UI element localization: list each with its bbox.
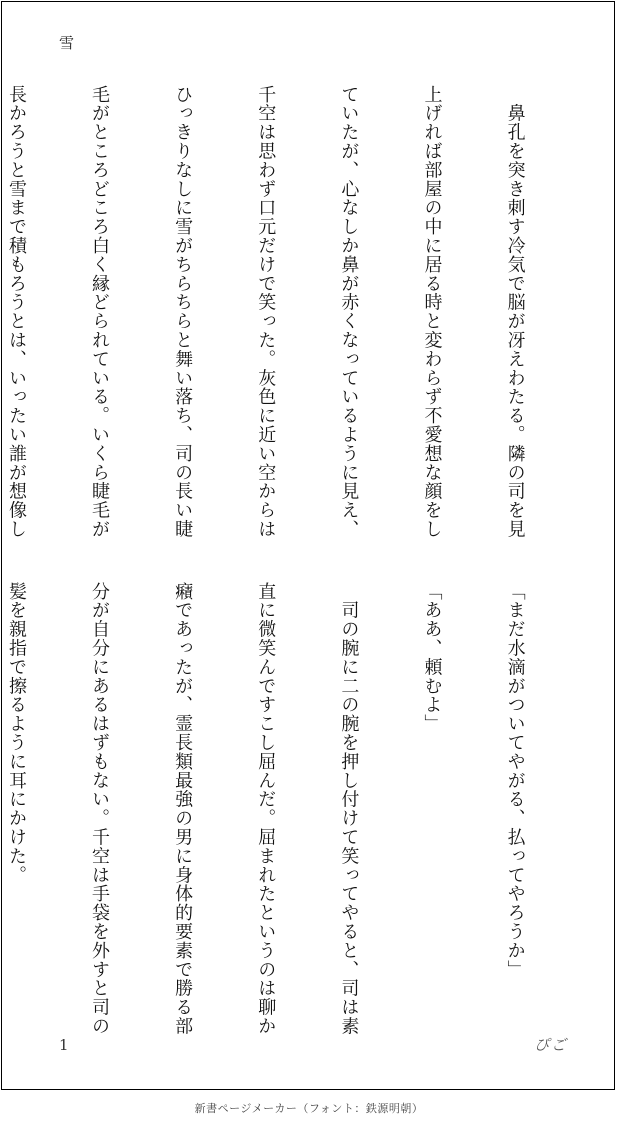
text-line: 上げれば部屋の中に居る時と変わらず不愛想な顔をし (421, 85, 443, 539)
text-line: 髪を親指で擦るように耳にかけた。 (5, 582, 27, 885)
text-line: 直に微笑んですこし屈んだ。屈まれたというのは聊か (255, 582, 277, 1036)
text-line: 毛がところどころ白く縁どられている。いくら睫毛が (89, 85, 111, 539)
text-line: 癪であったが、霊長類最強の男に身体的要素で勝る部 (172, 582, 194, 1036)
page-number: 1 (59, 1036, 69, 1054)
author-name: ぴご (534, 1036, 569, 1054)
text-column-upper (5, 85, 584, 539)
text-line: ひっきりなしに雪がちらちらと舞い落ち、司の長い睫 (172, 85, 194, 539)
generator-caption: 新書ページメーカー（フォント：鉄源明朝） (194, 1102, 424, 1115)
text-line: 「まだ水滴がついてやがる、払ってやろうか」 (504, 582, 526, 979)
text-line: 長かろうと雪まで積もろうとは、いったい誰が想像し (5, 85, 27, 539)
running-title: 雪 (59, 34, 75, 52)
text-column-lower (5, 582, 584, 1036)
text-line: 司の腕に二の腕を押し付けて笑ってやると、司は素 (338, 582, 360, 1036)
text-line: 分が自分にあるはずもない。千空は手袋を外すと司の (89, 582, 111, 1036)
text-line: ていたが、心なしか鼻が赤くなっているように見え、 (338, 85, 360, 539)
book-page (1, 1, 615, 1090)
text-line: 「ああ、頼むよ」 (421, 582, 443, 734)
text-line: 千空は思わず口元だけで笑った。灰色に近い空からは (255, 85, 277, 539)
text-line: 鼻孔を突き刺す冷気で脳が冴えわたる。隣の司を見 (504, 85, 526, 539)
